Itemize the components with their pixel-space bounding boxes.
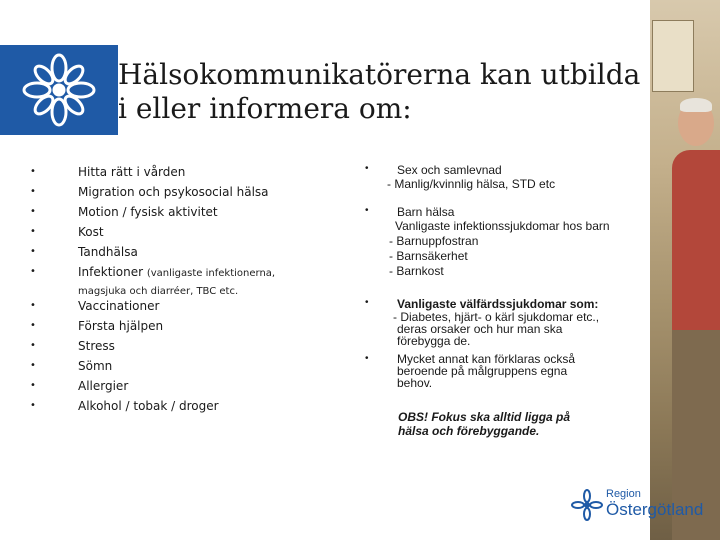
brand-region-label: Region — [606, 488, 641, 500]
list-item: • Alkohol / tobak / droger — [30, 399, 219, 413]
slide-title — [118, 58, 658, 126]
list-item: • Kost — [30, 225, 104, 239]
list-item-valfard: • Vanligaste välfärdssjukdomar som: - Diabetes, hjärt- o kärl sjukdomar etc., deras orsaker och hur man ska förebygga de. — [365, 297, 600, 348]
list-item: • Migration och psykosocial hälsa — [30, 185, 269, 199]
list-item: • Allergier — [30, 379, 129, 393]
title-line-2: i eller informera om: — [118, 92, 412, 125]
region-ostergotland-brand — [570, 488, 710, 528]
topic-list-left — [30, 163, 350, 417]
list-item: • Tandhälsa — [30, 245, 138, 259]
title-line-1: Hälsokommunikatörerna kan utbilda — [118, 58, 641, 91]
list-item: • Vaccinationer — [30, 299, 160, 313]
list-item: • Första hjälpen — [30, 319, 164, 333]
list-item: • Stress — [30, 339, 115, 353]
list-item: • Hitta rätt i vården — [30, 165, 186, 179]
flower-logo-icon — [6, 48, 112, 132]
brand-name-label: Östergötland — [606, 500, 704, 519]
brand-flower-icon — [570, 488, 604, 522]
list-item: • Sömn — [30, 359, 113, 373]
obs-note: OBS! Fokus ska alltid ligga på hälsa och förebyggande. — [398, 410, 571, 438]
presenter-photo — [650, 0, 720, 540]
region-logo-box — [0, 45, 118, 135]
list-item: • Infektioner (vanligaste infektionerna, magsjuka och diarréer, TBC etc. — [30, 265, 276, 297]
list-item-annat: • Mycket annat kan förklaras också beroende på målgruppens egna behov. — [365, 352, 576, 390]
list-item-sex: • Sex och samlevnad - Manlig/kvinnlig hälsa, STD etc — [365, 163, 556, 191]
list-item-barn: • Barn hälsa Vanligaste infektionssjukdomar hos barn - Barnuppfostran - Barnsäkerhet - Barnkost — [365, 205, 610, 278]
list-item: • Motion / fysisk aktivitet — [30, 205, 218, 219]
